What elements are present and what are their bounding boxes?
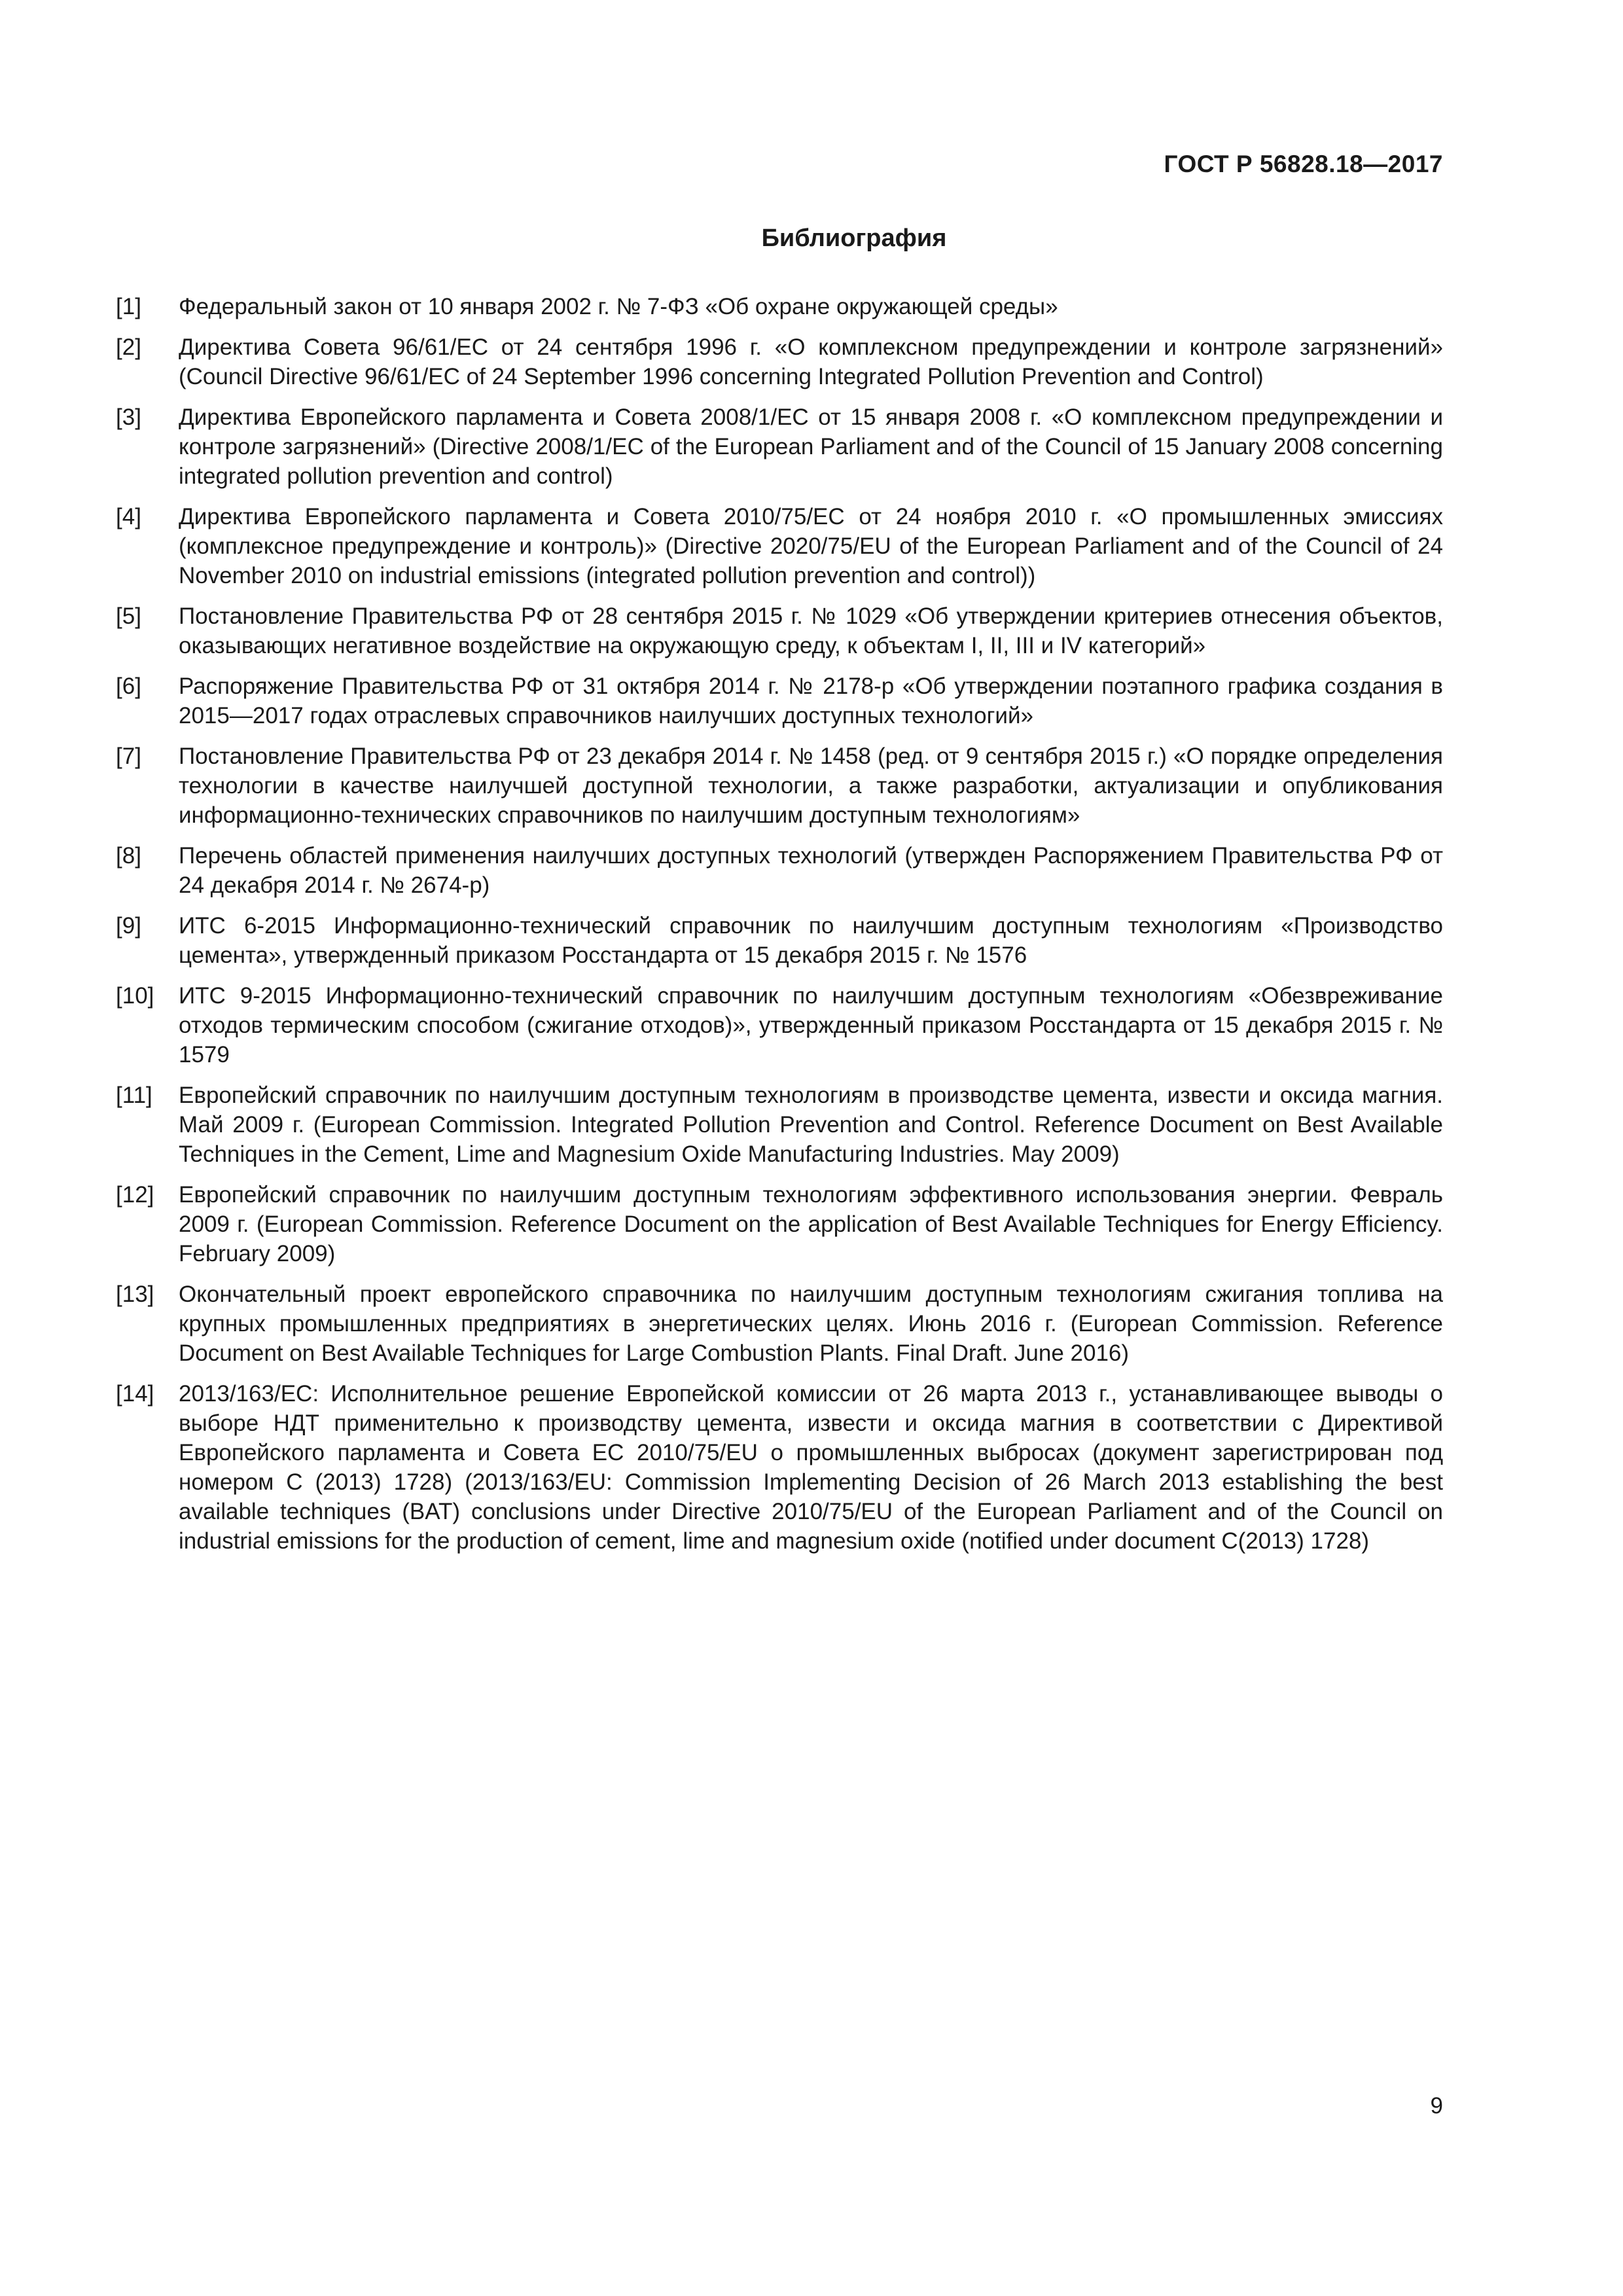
bibliography-item <box>116 403 1443 491</box>
page-title: Библиография <box>761 224 947 252</box>
bibliography-item-text: Постановление Правительства РФ от 28 сентября 2015 г. № 1029 «Об утверждении критериев отнесения объектов, оказывающих негативное воздействие на окружающую среду, к объектам I, II, III и IV категорий» <box>179 603 1443 658</box>
bibliography-item <box>116 502 1443 590</box>
document-code-header: ГОСТ Р 56828.18—2017 <box>1164 151 1443 177</box>
bibliography-item <box>116 981 1443 1069</box>
bibliography-item-number: [7] <box>116 744 141 769</box>
bibliography-item-text: ИТС 6-2015 Информационно-технический справочник по наилучшим доступным технологиям «Производство цемента», утвержденный приказом Росстандарта от 15 декабря 2015 г. № 1576 <box>179 913 1443 968</box>
bibliography-item-number: [4] <box>116 504 141 529</box>
bibliography-item-text: Перечень областей применения наилучших доступных технологий (утвержден Распоряжением Правительства РФ от 24 декабря 2014 г. № 2674-р) <box>179 843 1443 898</box>
bibliography-item-text: 2013/163/ЕС: Исполнительное решение Европейской комиссии от 26 марта 2013 г., устанавливающее выводы о выборе НДТ применительно к производству цемента, извести и оксида магния в соответствии с Директивой Европейского парламента и Совета ЕС 2010/75/EU о промышленных выбросах (документ зарегистрирован под номером C (2013) 1728) (2013/163/EU: Commission Implementing Decision of 26 March 2013 establishing the best available techniques (BAT) conclusions under Directive 2010/75/EU of the European Parliament and of the Council on industrial emissions for the production of cement, lime and magnesium oxide (notified under document C(2013) 1728) <box>179 1381 1443 1554</box>
bibliography-item-number: [14] <box>116 1381 154 1407</box>
bibliography-item <box>116 1280 1443 1368</box>
bibliography-item-text: Европейский справочник по наилучшим доступным технологиям эффективного использования энергии. Февраль 2009 г. (European Commission. Reference Document on the application of Best Available Techniques for Energy Efficiency. February 2009) <box>179 1182 1443 1266</box>
bibliography-item-text: Распоряжение Правительства РФ от 31 октября 2014 г. № 2178-р «Об утверждении поэтапного графика создания в 2015—2017 годах отраслевых справочников наилучших доступных технологий» <box>179 673 1443 728</box>
bibliography-item <box>116 1379 1443 1556</box>
bibliography-item-text: Директива Совета 96/61/ЕС от 24 сентября 1996 г. «О комплексном предупреждении и контроле загрязнений» (Council Directive 96/61/EC of 24 September 1996 concerning Integrated Pollution Prevention and Control) <box>179 334 1443 389</box>
bibliography-list <box>116 292 1443 1567</box>
bibliography-item <box>116 672 1443 730</box>
bibliography-item-number: [9] <box>116 913 141 939</box>
bibliography-item <box>116 841 1443 900</box>
bibliography-item <box>116 601 1443 660</box>
bibliography-item-number: [3] <box>116 404 141 430</box>
bibliography-item-text: Директива Европейского парламента и Совета 2010/75/ЕС от 24 ноября 2010 г. «О промышленных эмиссиях (комплексное предупреждение и контроль)» (Directive 2020/75/EU of the European Parliament and of the Council of 24 November 2010 on industrial emissions (integrated pollution prevention and control)) <box>179 504 1443 588</box>
bibliography-item-number: [11] <box>116 1083 152 1108</box>
bibliography-item-number: [1] <box>116 294 141 319</box>
bibliography-item-number: [10] <box>116 983 154 1009</box>
bibliography-item <box>116 742 1443 830</box>
bibliography-item-number: [6] <box>116 673 141 699</box>
bibliography-item-number: [13] <box>116 1282 154 1307</box>
bibliography-item-text: Директива Европейского парламента и Совета 2008/1/ЕС от 15 января 2008 г. «О комплексном предупреждении и контроле загрязнений» (Directive 2008/1/EC of the European Parliament and of the Council of 15 January 2008 concerning integrated pollution prevention and control) <box>179 404 1443 489</box>
bibliography-item <box>116 1081 1443 1169</box>
bibliography-item <box>116 332 1443 391</box>
bibliography-item <box>116 911 1443 970</box>
bibliography-item <box>116 292 1443 321</box>
bibliography-item <box>116 1180 1443 1268</box>
bibliography-item-text: Европейский справочник по наилучшим доступным технологиям в производстве цемента, извести и оксида магния. Май 2009 г. (European Commission. Integrated Pollution Prevention and Control. Reference Document on Best Available Techniques in the Cement, Lime and Magnesium Oxide Manufacturing Industries. May 2009) <box>179 1083 1443 1167</box>
bibliography-item-number: [5] <box>116 603 141 629</box>
bibliography-item-number: [8] <box>116 843 141 869</box>
bibliography-item-text: Окончательный проект европейского справочника по наилучшим доступным технологиям сжигания топлива на крупных промышленных предприятиях в энергетических целях. Июнь 2016 г. (European Commission. Reference Document on Best Available Techniques for Large Combustion Plants. Final Draft. June 2016) <box>179 1282 1443 1366</box>
bibliography-item-text: Постановление Правительства РФ от 23 декабря 2014 г. № 1458 (ред. от 9 сентября 2015 г.) «О порядке определения технологии в качестве наилучшей доступной технологии, а также разработки, актуализации и опубликования информационно-технических справочников по наилучшим доступным технологиям» <box>179 744 1443 828</box>
bibliography-item-number: [2] <box>116 334 141 360</box>
bibliography-item-number: [12] <box>116 1182 154 1208</box>
page-number: 9 <box>1430 2093 1443 2119</box>
bibliography-item-text: Федеральный закон от 10 января 2002 г. № 7-ФЗ «Об охране окружающей среды» <box>179 294 1058 319</box>
bibliography-item-text: ИТС 9-2015 Информационно-технический справочник по наилучшим доступным технологиям «Обезвреживание отходов термическим способом (сжигание отходов)», утвержденный приказом Росстандарта от 15 декабря 2015 г. № 1579 <box>179 983 1443 1067</box>
